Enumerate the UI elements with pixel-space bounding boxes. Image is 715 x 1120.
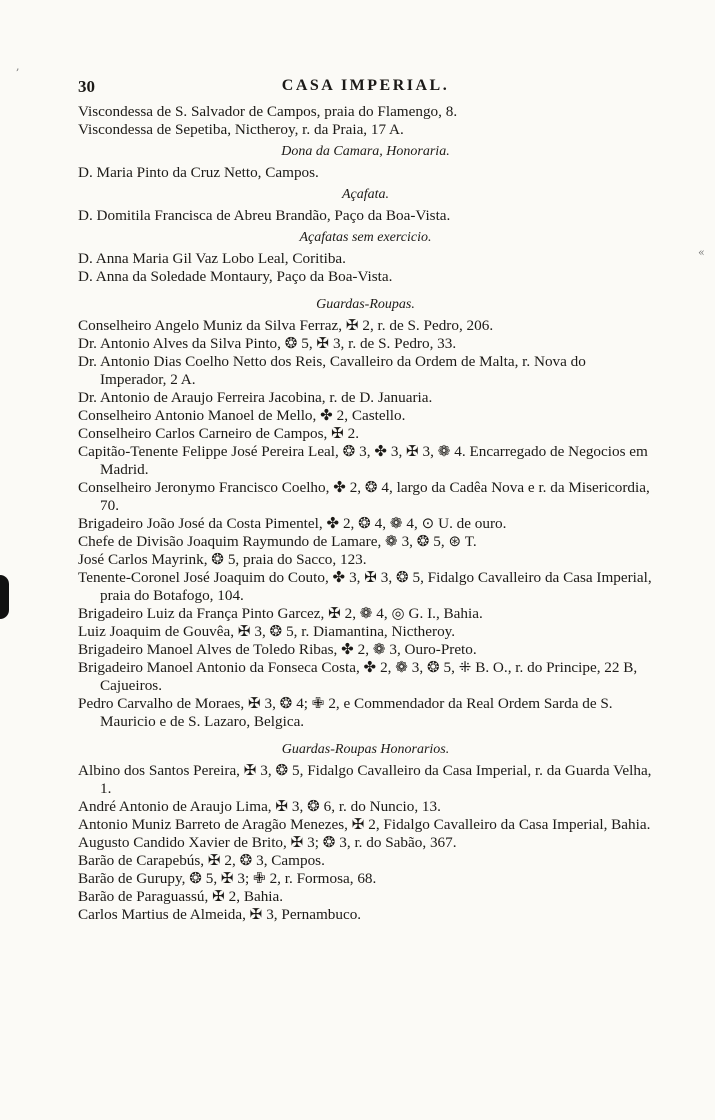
section-heading: Dona da Camara, Honoraria. (281, 144, 450, 159)
list-entry: Augusto Candido Xavier de Brito, ✠ 3; ❂ 3, r. do Sabão, 367. (78, 834, 457, 851)
list-entry: D. Domitila Francisca de Abreu Brandão, Paço da Boa-Vista. (78, 207, 451, 224)
document-body (78, 103, 653, 924)
list-entry: André Antonio de Araujo Lima, ✠ 3, ❂ 6, r. do Nuncio, 13. (78, 798, 441, 815)
page-header (78, 77, 653, 99)
list-entry: Antonio Muniz Barreto de Aragão Menezes, ✠ 2, Fidalgo Cavalleiro da Casa Imperial, Bahia. (78, 816, 651, 833)
list-entry: José Carlos Mayrink, ❂ 5, praia do Sacco, 123. (78, 551, 367, 568)
list-entry: Chefe de Divisão Joaquim Raymundo de Lamare, ❁ 3, ❂ 5, ⊛ T. (78, 533, 477, 550)
list-entry: Capitão-Tenente Felippe José Pereira Leal, ❂ 3, ✤ 3, ✠ 3, ❁ 4. Encarregado de Negocios em Madrid. (78, 443, 648, 478)
list-entry: Conselheiro Angelo Muniz da Silva Ferraz, ✠ 2, r. de S. Pedro, 206. (78, 317, 494, 334)
list-entry: Barão de Gurupy, ❂ 5, ✠ 3; ✙ 2, r. Formosa, 68. (78, 870, 377, 887)
list-entry: Conselheiro Antonio Manoel de Mello, ✤ 2, Castello. (78, 407, 406, 424)
list-entry: Dr. Antonio de Araujo Ferreira Jacobina, r. de D. Januaria. (78, 389, 433, 406)
list-entry: Viscondessa de Sepetiba, Nictheroy, r. da Praia, 17 A. (78, 121, 404, 138)
list-entry: Tenente-Coronel José Joaquim do Couto, ✤ 3, ✠ 3, ❂ 5, Fidalgo Cavalleiro da Casa Imperial, praia do Botafogo, 104. (78, 569, 652, 604)
section-heading: Açafata. (341, 187, 390, 202)
list-entry: Conselheiro Jeronymo Francisco Coelho, ✤ 2, ❂ 4, largo da Cadêa Nova e r. da Misericordia, 70. (78, 479, 650, 514)
list-entry: Barão de Paraguassú, ✠ 2, Bahia. (78, 888, 284, 905)
list-entry: Viscondessa de S. Salvador de Campos, praia do Flamengo, 8. (78, 103, 458, 120)
list-entry: Brigadeiro João José da Costa Pimentel, ✤ 2, ❂ 4, ❁ 4, ⊙ U. de ouro. (78, 515, 507, 532)
list-entry: Dr. Antonio Alves da Silva Pinto, ❂ 5, ✠ 3, r. de S. Pedro, 33. (78, 335, 457, 352)
margin-speck: « (698, 246, 705, 259)
margin-speck: , (16, 60, 20, 73)
list-entry: D. Anna Maria Gil Vaz Lobo Leal, Coritiba. (78, 250, 346, 267)
list-entry: Barão de Carapebús, ✠ 2, ❂ 3, Campos. (78, 852, 325, 869)
list-entry: Albino dos Santos Pereira, ✠ 3, ❂ 5, Fidalgo Cavalleiro da Casa Imperial, r. da Guarda Velha, 1. (78, 762, 652, 797)
section-heading: Guardas-Roupas Honorarios. (281, 742, 450, 757)
list-entry: D. Anna da Soledade Montaury, Paço da Boa-Vista. (78, 268, 393, 285)
section-heading: Guardas-Roupas. (316, 297, 415, 312)
list-entry: Brigadeiro Manoel Antonio da Fonseca Costa, ✤ 2, ❁ 3, ❂ 5, ⁜ B. O., r. do Principe, 22 B, Cajueiros. (78, 659, 638, 694)
list-entry: D. Maria Pinto da Cruz Netto, Campos. (78, 164, 319, 181)
list-entry: Carlos Martius de Almeida, ✠ 3, Pernambuco. (78, 906, 362, 923)
list-entry: Conselheiro Carlos Carneiro de Campos, ✠ 2. (78, 425, 359, 442)
page-title: CASA IMPERIAL. (281, 77, 450, 94)
list-entry: Dr. Antonio Dias Coelho Netto dos Reis, Cavalleiro da Ordem de Malta, r. Nova do Imperador, 2 A. (78, 353, 586, 388)
ink-blot (0, 575, 9, 619)
list-entry: Luiz Joaquim de Gouvêa, ✠ 3, ❂ 5, r. Diamantina, Nictheroy. (78, 623, 456, 640)
section-heading: Açafatas sem exercicio. (299, 230, 432, 245)
list-entry: Brigadeiro Luiz da França Pinto Garcez, ✠ 2, ❁ 4, ◎ G. I., Bahia. (78, 605, 483, 622)
list-entry: Pedro Carvalho de Moraes, ✠ 3, ❂ 4; ✙ 2, e Commendador da Real Ordem Sarda de S. Mauricio e de S. Lazaro, Belgica. (78, 695, 613, 730)
page-number: 30 (78, 77, 95, 96)
list-entry: Brigadeiro Manoel Alves de Toledo Ribas, ✤ 2, ❁ 3, Ouro-Preto. (78, 641, 477, 658)
